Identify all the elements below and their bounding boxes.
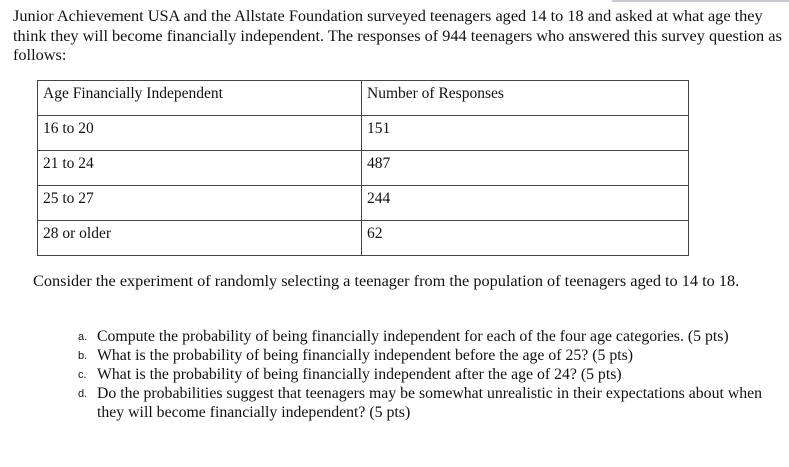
question-text: Compute the probability of being financially independent for each of the four age categories. (5 pts) (97, 328, 729, 345)
question-text: Do the probabilities suggest that teenagers may be somewhat unrealistic in their expectations about when they will become financially independent? (5 pts) (97, 385, 763, 421)
responses-cell: 151 (362, 116, 689, 151)
table-row (38, 116, 689, 151)
header-age: Age Financially Independent (38, 81, 362, 116)
question-item (78, 365, 778, 384)
header-responses: Number of Responses (362, 81, 689, 116)
responses-cell: 487 (362, 151, 689, 186)
age-cell: 21 to 24 (38, 151, 362, 186)
responses-cell: 244 (362, 186, 689, 221)
question-marker: b. (78, 350, 88, 362)
table-row (38, 186, 689, 221)
question-text: What is the probability of being financially independent after the age of 24? (5 pts) (97, 366, 622, 383)
question-item (78, 327, 778, 346)
table-row (38, 221, 689, 256)
age-cell: 25 to 27 (38, 186, 362, 221)
question-marker: d. (78, 388, 88, 400)
table-row (38, 151, 689, 186)
age-cell: 28 or older (38, 221, 362, 256)
experiment-description: Consider the experiment of randomly selecting a teenager from the population of teenagers aged to 14 to 18. (33, 271, 740, 290)
problem-intro: Junior Achievement USA and the Allstate Foundation surveyed teenagers aged 14 to 18 and asked at what age they think they will become financially independent. The responses of 944 teenagers who answered this survey question as follows: (13, 6, 782, 64)
survey-table (37, 80, 689, 256)
top-divider (612, 0, 789, 2)
question-text: What is the probability of being financially independent before the age of 25? (5 pts) (97, 347, 634, 364)
question-marker: c. (78, 369, 87, 381)
responses-cell: 62 (362, 221, 689, 256)
question-marker: a. (78, 331, 88, 343)
table-header-row (38, 81, 689, 116)
question-list (78, 327, 778, 422)
question-item (78, 346, 778, 365)
age-cell: 16 to 20 (38, 116, 362, 151)
question-item (78, 384, 778, 422)
